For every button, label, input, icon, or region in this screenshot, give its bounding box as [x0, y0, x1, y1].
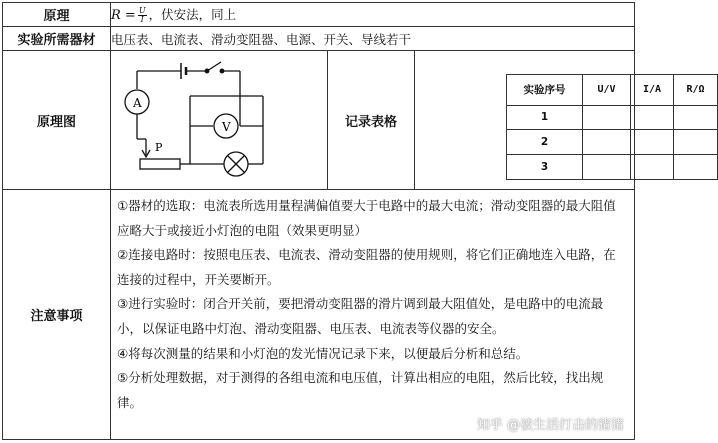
record-header-current: I/A	[631, 75, 674, 106]
principle-row	[3, 3, 635, 27]
note-item: ④将每次测量的结果和小灯泡的发光情况记录下来，以便最后分析和总结。	[117, 345, 529, 361]
circuit-diagram-cell	[111, 51, 328, 190]
notes-content	[111, 190, 635, 440]
equipment-label: 实验所需器材	[3, 27, 111, 51]
formula-fraction	[138, 7, 147, 24]
equipment-row	[3, 27, 635, 51]
notes-label: 注意事项	[3, 190, 111, 440]
record-index: 3	[507, 155, 583, 180]
record-cell	[631, 105, 674, 130]
record-cell	[631, 130, 674, 155]
notes-list	[111, 190, 634, 415]
record-cell	[583, 130, 631, 155]
principle-text: ，伏安法，同上	[148, 7, 237, 22]
record-cell	[674, 155, 718, 180]
diagram-row	[3, 51, 635, 190]
formula-numerator: U	[138, 6, 146, 15]
note-item: ③进行实验时：闭合开关前，要把滑动变阻器的滑片调到最大阻值处，是电路中的电流最小，以保证电路中灯泡、滑动变阻器、电压表、电流表等仪器的安全。	[117, 296, 604, 336]
watermark: 知乎 @被生活打击的猪猪	[476, 418, 624, 433]
record-row	[507, 105, 718, 130]
note-item: ⑤分析处理数据，对于测得的各组电流和电压值，计算出相应的电阻，然后比较，找出规律。	[117, 370, 604, 410]
equipment-text: 电压表、电流表、滑动变阻器、电源、开关、导线若干	[111, 27, 635, 51]
note-item: ①器材的选取：电流表所选用量程满偏值要大于电路中的最大电流；滑动变阻器的最大阻值应略大于或接近小灯泡的电阻（效果更明显）	[117, 198, 616, 238]
record-cell	[674, 130, 718, 155]
record-cell	[583, 105, 631, 130]
formula-lhs: R =	[111, 8, 136, 23]
circuit-diagram	[111, 51, 328, 190]
record-header-index: 实验序号	[507, 75, 583, 106]
experiment-table	[2, 2, 705, 440]
notes-row	[3, 190, 635, 440]
record-index: 2	[507, 130, 583, 155]
record-row	[507, 155, 718, 180]
record-header-voltage: U/V	[583, 75, 631, 106]
rheostat-icon	[140, 159, 180, 169]
principle-label: 原理	[3, 3, 111, 27]
record-table	[506, 74, 718, 180]
record-label: 记录表格	[328, 51, 415, 190]
diagram-label: 原理图	[3, 51, 111, 190]
formula-denominator: I	[140, 15, 144, 24]
record-header-resistance: R/Ω	[674, 75, 718, 106]
note-item: ②连接电路时：按照电压表、电流表、滑动变阻器的使用规则，将它们正确地连入电路，在连接的过程中，开关要断开。	[117, 247, 616, 287]
principle-content	[111, 3, 635, 27]
ammeter-symbol: A	[133, 96, 142, 110]
record-cell	[674, 105, 718, 130]
record-table-cell	[415, 51, 705, 190]
record-cell	[583, 155, 631, 180]
record-header-row	[507, 75, 718, 106]
record-index: 1	[507, 105, 583, 130]
record-cell	[631, 155, 674, 180]
slider-label: P	[155, 141, 163, 154]
record-row	[507, 130, 718, 155]
voltmeter-symbol: V	[222, 120, 231, 134]
